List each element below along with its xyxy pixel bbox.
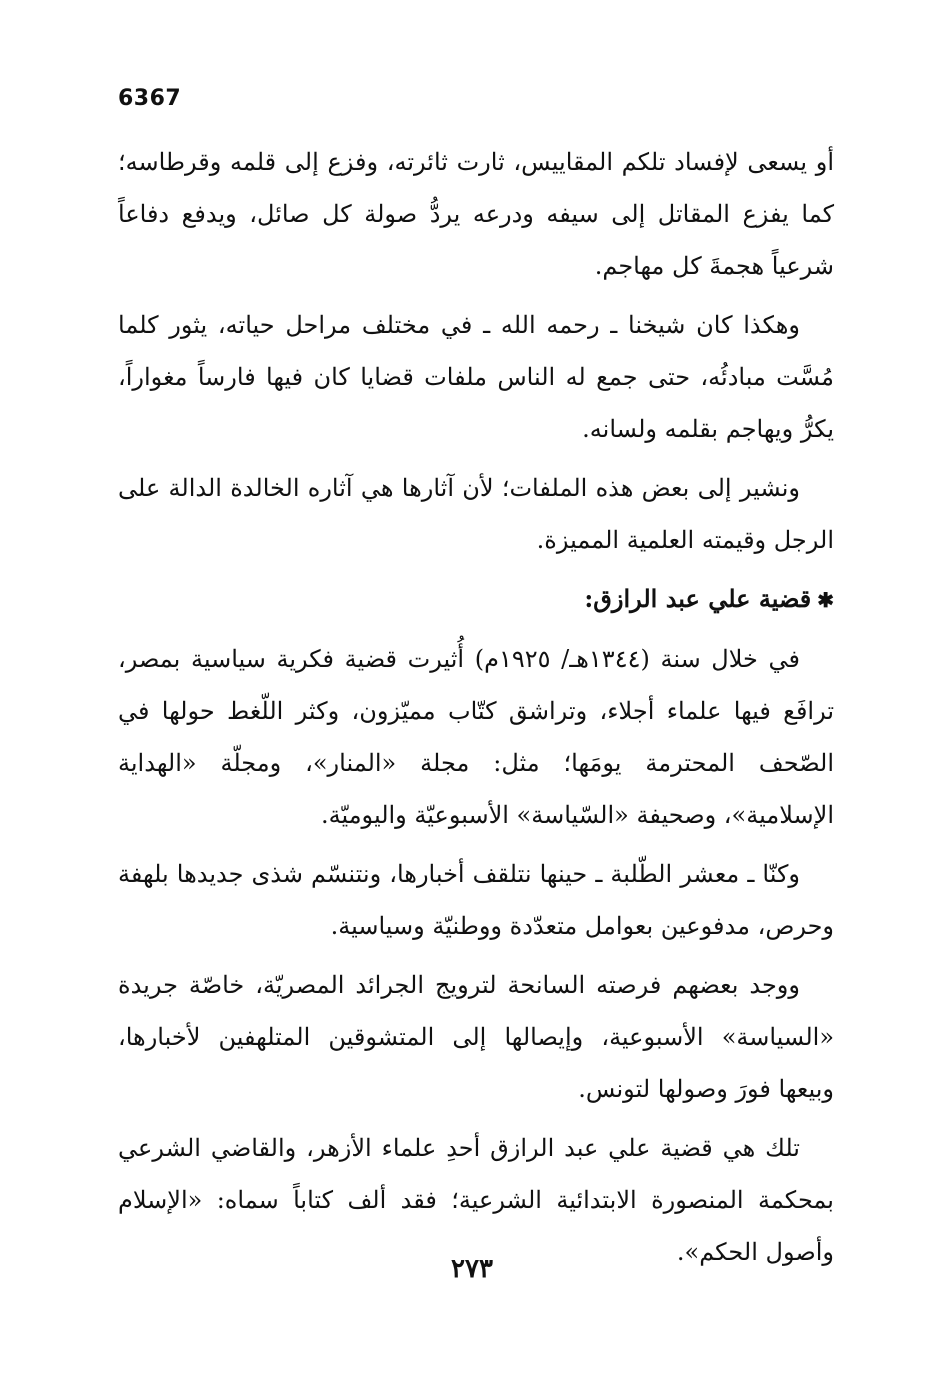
- paragraph-1: أو يسعى لإفساد تلكم المقاييس، ثارت ثائرته، وفزع إلى قلمه وقرطاسه؛ كما يفزع المقاتل إلى سيفه ودرعه يردُّ صولة كل صائل، ويدفع دفاعاً شرعياً هجمةَ كل مهاجم.: [118, 148, 835, 280]
- paragraph-3: ونشير إلى بعض هذه الملفات؛ لأن آثارها هي آثاره الخالدة الدالة على الرجل وقيمته العلمية المميزة.: [118, 474, 834, 554]
- paragraph-2: وهكذا كان شيخنا ـ رحمه الله ـ في مختلف مراحل حياته، يثور كلما مُسَّت مبادئُه، حتى جمع له الناس ملفات قضايا كان فيها فارساً مغواراً، يكرُّ ويهاجم بقلمه ولسانه.: [118, 311, 834, 443]
- body-text: [118, 136, 834, 1285]
- page-number: ٢٧٣: [451, 1254, 493, 1284]
- section-heading: [118, 573, 834, 626]
- section-heading-text: قضية علي عبد الرازق:: [584, 584, 812, 613]
- asterisk-bullet-icon: ✱: [817, 588, 834, 612]
- paragraph-6: ووجد بعضهم فرصته السانحة لترويج الجرائد المصريّة، خاصّة جريدة «السياسة» الأسبوعية، وإيصالها إلى المتشوقين المتلهفين لأخبارها، وبيعها فورَ وصولها لتونس.: [118, 971, 834, 1103]
- paragraph-4: في خلال سنة (١٣٤٤هـ/ ١٩٢٥م) أُثيرت قضية فكرية سياسية بمصر، ترافَع فيها علماء أجلاء، وتراشق كتّاب مميّزون، وكثر اللّغط حولها في الصّحف المحترمة يومَها؛ مثل: مجلة «المنار»، ومجلّة «الهداية الإسلامية»، وصحيفة «السّياسة» الأسبوعيّة واليوميّة.: [118, 645, 834, 829]
- paragraph-7: تلك هي قضية علي عبد الرازق أحدِ علماء الأزهر، والقاضي الشرعي بمحكمة المنصورة الابتدائية الشرعية؛ فقد ألف كتاباً سماه: «الإسلام وأصول الحكم».: [118, 1134, 834, 1266]
- page-id: 6367: [118, 86, 182, 111]
- paragraph-5: وكنّا ـ معشر الطّلبة ـ حينها نتلقف أخبارها، ونتنسّم شذى جديدها بلهفة وحرص، مدفوعين بعوامل متعدّدة ووطنيّة وسياسية.: [118, 860, 834, 940]
